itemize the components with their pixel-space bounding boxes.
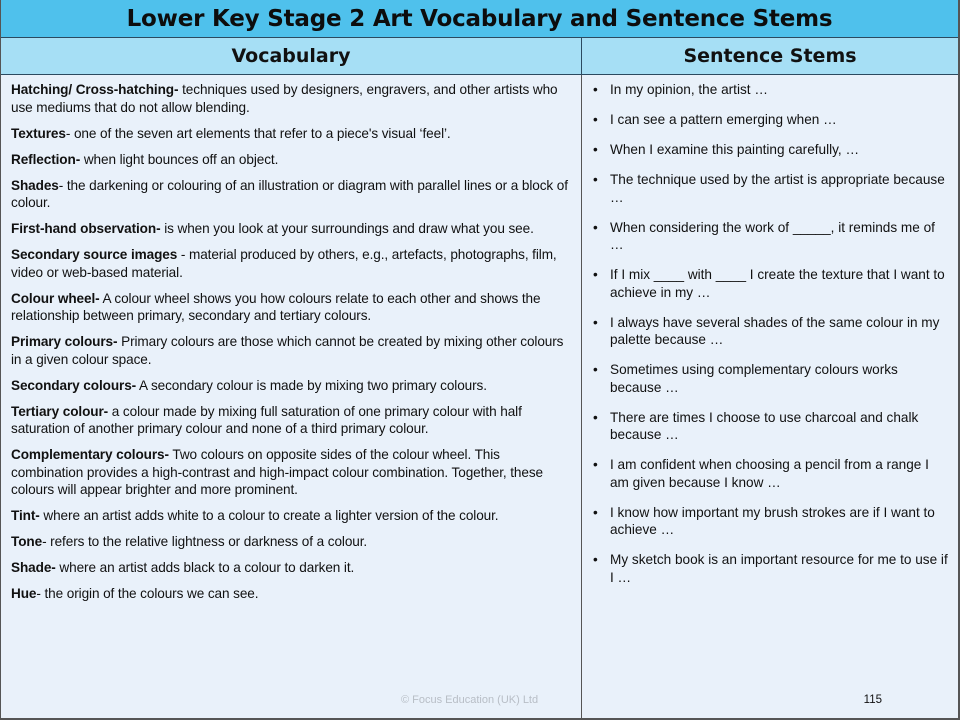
vocab-item xyxy=(11,246,573,281)
vocab-definition: Two colours on opposite sides of the colour wheel. This combination provides a high-contrast and high-impact colour combination. Together, these colours will appear brighter and more prominent. xyxy=(11,447,543,497)
stem-text: I am confident when choosing a pencil from a range I am given because I know … xyxy=(610,457,929,490)
stem-text: I can see a pattern emerging when … xyxy=(610,112,837,127)
vocab-definition: where an artist adds black to a colour to darken it. xyxy=(55,560,355,575)
stem-item xyxy=(592,314,948,349)
bullet-icon: • xyxy=(593,504,598,520)
stem-text: When I examine this painting carefully, … xyxy=(610,142,860,157)
bullet-icon: • xyxy=(593,457,598,472)
stem-text: In my opinion, the artist … xyxy=(610,82,768,97)
vocab-item xyxy=(11,507,573,525)
stem-text: When considering the work of _____, it reminds me of … xyxy=(610,219,935,252)
vocab-item xyxy=(11,377,573,395)
vocab-item xyxy=(11,290,573,325)
vocab-item xyxy=(11,151,573,169)
stem-text: The technique used by the artist is appropriate because … xyxy=(610,172,945,205)
stem-item xyxy=(592,504,948,539)
vocab-term: Shade- xyxy=(11,560,56,575)
vocab-item xyxy=(11,81,573,116)
bullet-icon: • xyxy=(593,409,598,425)
vocab-definition: when light bounces off an object. xyxy=(80,151,279,167)
vocab-item xyxy=(11,446,573,499)
stem-item xyxy=(592,456,948,491)
vocab-definition: A secondary colour is made by mixing two primary colours. xyxy=(136,377,487,393)
stem-text: My sketch book is an important resource for me to use if I … xyxy=(610,552,948,585)
copyright-notice: © Focus Education (UK) Ltd xyxy=(401,694,539,706)
stem-item xyxy=(592,219,948,254)
vocab-term: Colour wheel- xyxy=(11,290,100,306)
vocab-item xyxy=(11,403,573,438)
stem-text: I know how important my brush strokes are if I want to achieve … xyxy=(610,504,935,537)
vocab-item xyxy=(11,220,573,238)
content-body xyxy=(1,75,958,718)
bullet-icon: • xyxy=(593,267,598,282)
stem-item xyxy=(592,361,948,396)
vocab-term: Textures xyxy=(11,125,66,141)
stem-text: There are times I choose to use charcoal and chalk because … xyxy=(610,409,919,442)
vocab-item xyxy=(11,585,573,603)
stem-item xyxy=(592,81,948,99)
vocab-term: Secondary source images xyxy=(11,247,178,262)
vocab-term: Tertiary colour- xyxy=(11,403,109,419)
bullet-icon: • xyxy=(593,172,598,187)
vocab-term: Hatching/ Cross-hatching- xyxy=(11,82,179,97)
vocab-definition: - refers to the relative lightness or darkness of a colour. xyxy=(42,534,368,549)
sentence-stems-column xyxy=(582,75,958,718)
bullet-icon: • xyxy=(593,552,598,567)
vocab-definition: - the origin of the colours we can see. xyxy=(36,586,259,601)
page-number: 115 xyxy=(863,694,882,706)
vocab-definition: where an artist adds white to a colour to create a lighter version of the colour. xyxy=(39,508,499,523)
vocab-term: Primary colours- xyxy=(11,334,118,349)
stem-item xyxy=(592,111,948,129)
vocab-term: Shades xyxy=(11,177,59,193)
column-headers xyxy=(1,38,958,75)
vocab-definition: Primary colours are those which cannot be created by mixing other colours in a given colour space. xyxy=(11,334,564,367)
stem-text: I always have several shades of the same colour in my palette because … xyxy=(610,314,940,347)
vocab-definition: - material produced by others, e.g., artefacts, photographs, film, video or web-based material. xyxy=(11,247,557,280)
stem-item xyxy=(592,171,948,206)
bullet-icon: • xyxy=(593,314,598,330)
vocabulary-column xyxy=(1,75,582,718)
stem-text: Sometimes using complementary colours works because … xyxy=(610,362,898,395)
stem-item xyxy=(592,266,948,301)
vocab-item xyxy=(11,177,573,212)
vocab-term: Tone xyxy=(11,534,43,549)
bullet-icon: • xyxy=(593,142,598,157)
vocab-definition: is when you look at your surroundings and draw what you see. xyxy=(160,221,534,236)
vocab-definition: techniques used by designers, engravers, and other artists who use mediums that do not allow blending. xyxy=(11,82,558,115)
vocab-item xyxy=(11,125,573,143)
vocabulary-header: Vocabulary xyxy=(1,38,582,74)
stem-item xyxy=(592,141,948,159)
vocab-item xyxy=(11,533,573,551)
vocab-term: Reflection- xyxy=(11,151,81,167)
vocab-term: Secondary colours- xyxy=(11,377,137,393)
vocab-definition: - one of the seven art elements that refer to a piece's visual ‘feel’. xyxy=(65,125,451,141)
bullet-icon: • xyxy=(593,219,598,235)
vocab-term: Complementary colours- xyxy=(11,447,169,462)
page-title: Lower Key Stage 2 Art Vocabulary and Sentence Stems xyxy=(1,0,958,38)
stem-item xyxy=(592,409,948,444)
vocab-term: Hue xyxy=(11,586,37,601)
vocab-definition: - the darkening or colouring of an illustration or diagram with parallel lines or a block of colour. xyxy=(11,177,568,210)
vocab-term: Tint- xyxy=(11,508,40,523)
stem-item xyxy=(592,551,948,586)
stem-text: If I mix ____ with ____ I create the texture that I want to achieve in my … xyxy=(610,267,945,300)
vocab-definition: A colour wheel shows you how colours relate to each other and shows the relationship between primary, secondary and tertiary colours. xyxy=(11,290,541,323)
vocab-item xyxy=(11,333,573,368)
bullet-icon: • xyxy=(593,82,598,97)
bullet-icon: • xyxy=(593,362,598,377)
vocab-term: First-hand observation- xyxy=(11,221,161,236)
vocab-definition: a colour made by mixing full saturation of one primary colour with half saturation of another primary colour and none of a third primary colour. xyxy=(11,403,522,436)
sentence-stems-header: Sentence Stems xyxy=(683,45,857,67)
vocab-item xyxy=(11,559,573,577)
bullet-icon: • xyxy=(593,112,598,127)
